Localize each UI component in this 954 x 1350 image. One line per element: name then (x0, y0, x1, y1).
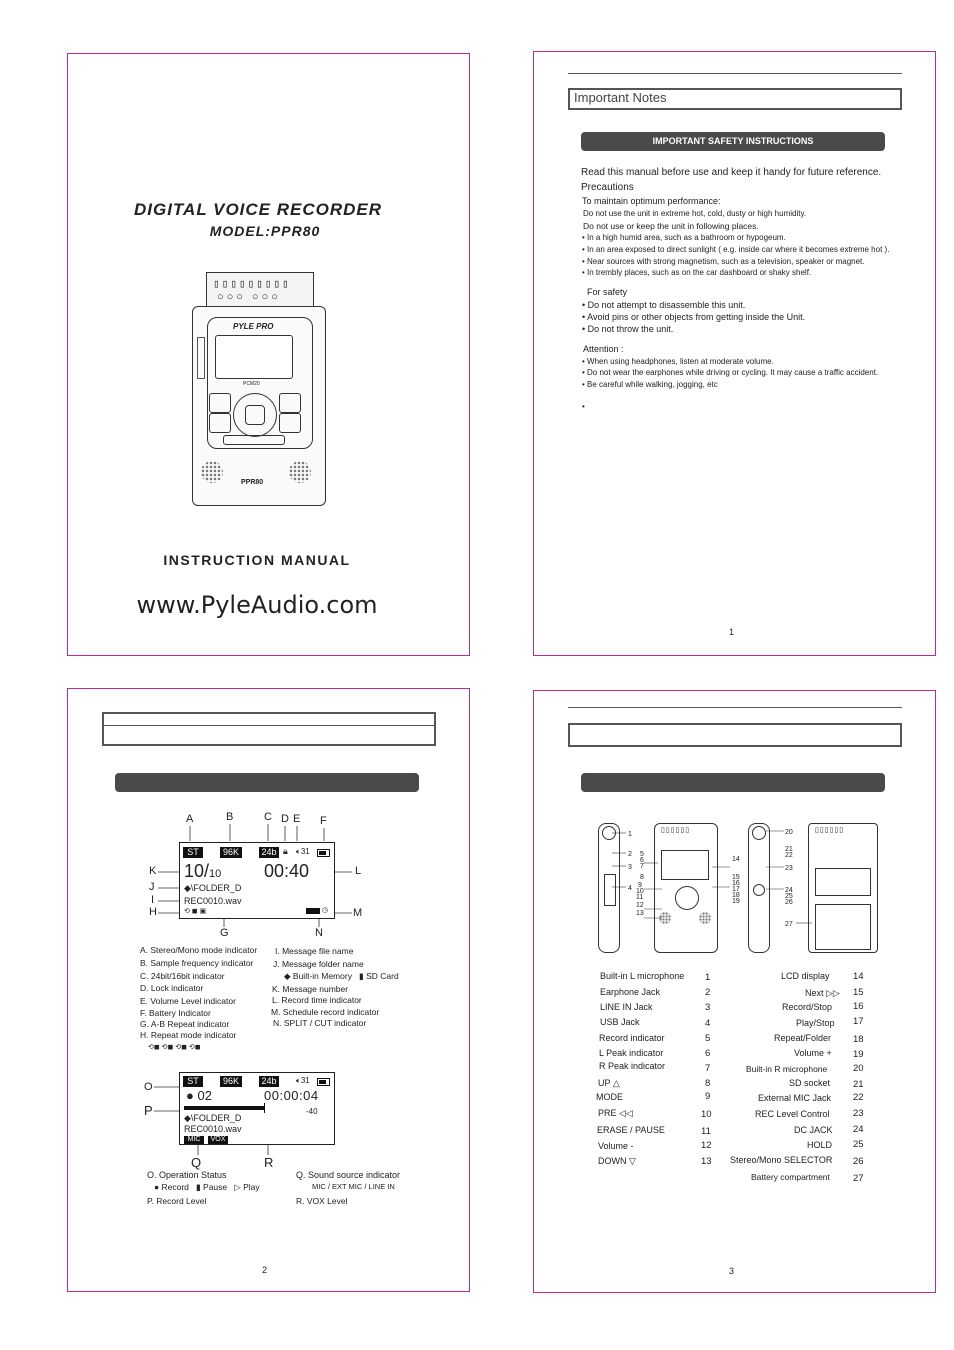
callout-a: A (186, 813, 194, 825)
message-number: 10/ (184, 861, 210, 881)
parts-panel (533, 690, 936, 1293)
vox-indicator: VOX (208, 1136, 228, 1144)
part-14-name: LCD display (781, 971, 830, 981)
device-screen (215, 335, 293, 379)
header-box (568, 723, 902, 747)
part-23-name: REC Level Control (755, 1109, 830, 1119)
legend-q-sub: MIC / EXT MIC / LINE IN (312, 1182, 395, 1191)
display-panel: A B C D E F K J I H L M G N ST 96K 24b 🔒︎ 🔈︎31 10/10 00:40 ◆\FOLDER_D REC0010.wav ⟲ ◼ ▣ ◷ A. Stereo/Mono mode indicator B. Sample frequency indicator C. 24bit/16bit indicator D. Lock indicator E. Volume Level indicator F. Battery Indicator G. A-B Repeat indicator H. Repeat mode indicator ⟲◼ ⟲◼ ⟲◼ ⟲◼ I. Message file name J. Message folder name ◆ Built-in Memory ▮ SD Card K. Message number L. Record time indicator M. Schedule record indicator N. SPLIT / CUT indicator O P Q R ST 96K 24b 🔈︎31 ● 02 00:00:04 -40 ◆\FOLDER_D REC0010.wav MIC VOX O. Operation Status ● Record ▮ Pause ▷ Play P. Record Level Q. Sound source indicator MIC / EXT MIC / LINE IN R. VOX Level 2 (67, 688, 470, 1292)
part-18-name: Repeat/Folder (774, 1033, 832, 1043)
part-26-num: 26 (853, 1156, 864, 1167)
device-front: ▯▯▯▯▯▯ (654, 823, 718, 953)
callout-k: K (149, 865, 157, 877)
callout-c: C (264, 811, 272, 823)
device-button-e (209, 413, 231, 433)
svg-text:12: 12 (636, 902, 644, 909)
part-10-num: 10 (701, 1109, 712, 1120)
lock-icon: 🔒︎ (283, 846, 288, 856)
part-11-num: 11 (701, 1126, 711, 1137)
notes-panel: Important Notes IMPORTANT SAFETY INSTRUCTIONS Read this manual before use and keep it handy for future reference. Precautions To maintain optimum performance: Do not use the unit in extreme hot, cold, dusty or high humidity. Do not use or keep the unit in following places. • In a high humid area, such as a bathroom or hypogeum. • In an area exposed to direct sunlight ( e.g. inside car where it becomes extreme hot ). • Near sources with strong magnetism, such as a television, speaker or magnet. • In trembly places, such as on the car dashboard or shaky shelf. For safety • Do not attempt to disassemble this unit. • Avoid pins or other objects from getting inside the Unit. • Do not throw the unit. Attention : • When using headphones, listen at moderate volume. • Do not wear the earphones while driving or cycling. It may cause a traffic accident. • Be careful while walking, jogging, etc • 1 (533, 51, 936, 656)
part-13-name: DOWN ▽ (598, 1156, 636, 1166)
sample-rate-indicator: 96K (220, 847, 242, 858)
callout-g: G (220, 927, 229, 939)
part-8-name: UP △ (598, 1078, 620, 1088)
device-center-button (245, 405, 265, 425)
part-13-num: 13 (701, 1156, 712, 1167)
safety-2: Avoid pins or other objects from getting inside the Unit. (587, 312, 806, 322)
legend-j: J. Message folder name (273, 959, 364, 969)
part-23-num: 23 (853, 1108, 864, 1119)
lcd-display-2: ST 96K 24b 🔈︎31 ● 02 00:00:04 -40 ◆\FOLDER_D REC0010.wav MIC VOX (179, 1072, 335, 1145)
precaution-2: Do not use or keep the unit in following places. (583, 221, 759, 231)
legend-o-pause: Pause (203, 1182, 228, 1192)
legend-b: B. Sample frequency indicator (140, 958, 254, 968)
legend-d: D. Lock indicator (140, 983, 204, 993)
folder-name-2: \FOLDER_D (190, 1113, 242, 1123)
callout-m: M (353, 907, 363, 919)
precaution-3: In a high humid area, such as a bathroom or hypogeum. (587, 233, 786, 242)
schedule-icon: ◷ (322, 907, 329, 914)
part-15-num: 15 (853, 987, 864, 998)
svg-text:11: 11 (636, 894, 644, 901)
part-17-name: Play/Stop (796, 1018, 835, 1028)
device-button-ab (279, 413, 301, 433)
part-19-name: Volume + (794, 1048, 832, 1058)
legend-m: M. Schedule record indicator (271, 1007, 380, 1017)
part-3-name: LINE IN Jack (600, 1002, 653, 1012)
part-25-num: 25 (853, 1139, 864, 1150)
folder-name: \FOLDER_D (190, 883, 242, 893)
part-8-num: 8 (705, 1078, 711, 1089)
device-back: ▯▯▯▯▯▯ (808, 823, 878, 953)
svg-text:5: 5 (640, 851, 644, 858)
device-model-label: PPR80 (241, 479, 264, 486)
split-indicator (306, 908, 320, 914)
callout-j: J (149, 881, 155, 893)
part-4-name: USB Jack (600, 1017, 640, 1027)
callout-l: L (355, 865, 362, 877)
part-22-num: 22 (853, 1092, 864, 1103)
svg-text:14: 14 (732, 856, 740, 863)
part-3-num: 3 (705, 1002, 711, 1013)
legend-c: C. 24bit/16bit indicator (140, 971, 225, 981)
svg-text:26: 26 (785, 899, 793, 906)
attention-3: Be careful while walking, jogging, etc (587, 380, 718, 389)
svg-text:27: 27 (785, 921, 793, 928)
svg-text:1: 1 (628, 831, 632, 838)
part-4-num: 4 (705, 1018, 711, 1029)
part-11-name: ERASE / PAUSE (597, 1125, 665, 1135)
bit-depth-indicator: 24b (259, 847, 279, 858)
part-9-num: 9 (705, 1091, 711, 1102)
callout-p: P (144, 1103, 153, 1118)
volume-level: 31 (300, 847, 310, 856)
file-name: REC0010.wav (184, 896, 242, 906)
svg-text:10: 10 (636, 888, 644, 895)
part-6-num: 6 (705, 1048, 711, 1059)
svg-text:3: 3 (628, 864, 632, 871)
safety-heading: For safety (587, 287, 628, 297)
part-26-name: Stereo/Mono SELECTOR (730, 1155, 833, 1165)
legend-q: Q. Sound source indicator (296, 1170, 401, 1180)
battery-icon-2 (317, 1078, 330, 1086)
part-2-num: 2 (705, 987, 711, 998)
legend-a: A. Stereo/Mono mode indicator (140, 945, 258, 955)
device-body (192, 306, 326, 506)
sample-rate-indicator-2: 96K (220, 1076, 242, 1087)
callout-h: H (149, 906, 157, 918)
stereo-indicator: ST (183, 847, 203, 858)
speaker-right-icon (289, 461, 311, 483)
svg-text:22: 22 (785, 852, 793, 859)
device-button-rec (279, 393, 301, 413)
part-21-num: 21 (853, 1079, 864, 1090)
part-1-num: 1 (705, 972, 711, 983)
parts-banner (581, 773, 885, 792)
cover-title: DIGITAL VOICE RECORDER (133, 200, 383, 219)
legend-n: N. SPLIT / CUT indicator (273, 1018, 367, 1028)
website: www.PyleAudio.com (136, 591, 378, 619)
stereo-indicator-2: ST (183, 1076, 203, 1087)
callout-q: Q (191, 1155, 202, 1170)
svg-text:9: 9 (638, 882, 642, 889)
part-20-name: Built-in R microphone (746, 1064, 828, 1074)
device-brand: PYLE PRO (233, 322, 274, 331)
header-rule (568, 707, 902, 708)
notes-header: Important Notes (574, 90, 667, 105)
mic-indicator: MIC (184, 1136, 204, 1144)
part-27-name: Battery compartment (751, 1172, 830, 1182)
svg-text:6: 6 (640, 857, 644, 864)
precaution-5: Near sources with strong magnetism, such as a television, speaker or magnet. (587, 257, 865, 266)
part-25-name: HOLD (807, 1140, 833, 1150)
vox-level-marker (264, 1103, 265, 1113)
part-16-name: Record/Stop (782, 1002, 833, 1012)
parts-callouts (534, 821, 937, 961)
device-volume-bar (223, 435, 285, 445)
svg-text:8: 8 (640, 874, 644, 881)
legend-l: L. Record time indicator (272, 995, 362, 1005)
svg-text:15: 15 (732, 874, 740, 881)
message-number-2: 02 (197, 1088, 212, 1103)
precautions-heading: Precautions (581, 182, 634, 193)
legend-r: R. VOX Level (296, 1196, 348, 1206)
legend-o-play: Play (243, 1182, 260, 1192)
legend-i: I. Message file name (275, 946, 354, 956)
cover-panel (67, 53, 470, 656)
part-19-num: 19 (853, 1049, 864, 1060)
svg-text:16: 16 (732, 880, 740, 887)
svg-text:20: 20 (785, 829, 793, 836)
part-9-name: MODE (596, 1092, 623, 1102)
legend-g: G. A-B Repeat indicator (140, 1019, 230, 1029)
page-number-2: 2 (262, 1265, 268, 1275)
callout-b: B (226, 811, 234, 823)
message-total: 10 (209, 868, 222, 880)
callout-o: O (144, 1081, 153, 1093)
part-1-name: Built-in L microphone (600, 971, 685, 981)
part-27-num: 27 (853, 1173, 864, 1184)
cover-model: MODEL:PPR80 (209, 223, 321, 239)
part-7-num: 7 (705, 1063, 711, 1074)
legend-f: F. Battery Indicator (140, 1008, 211, 1018)
battery-icon (317, 849, 330, 857)
svg-text:25: 25 (785, 893, 793, 900)
legend-h: H. Repeat mode indicator (140, 1030, 237, 1040)
part-17-num: 17 (853, 1016, 864, 1027)
speaker-left-icon (201, 461, 223, 483)
part-12-num: 12 (701, 1140, 712, 1151)
bit-depth-indicator-2: 24b (259, 1076, 279, 1087)
callout-r: R (264, 1155, 274, 1170)
part-10-name: PRE ◁◁ (598, 1108, 633, 1118)
part-2-name: Earphone Jack (600, 987, 661, 997)
precaution-4: In an area exposed to direct sunlight ( e.g. inside car where it becomes extreme hot ). (587, 245, 890, 254)
record-level-bar (184, 1106, 264, 1110)
vox-level-value: -40 (306, 1107, 318, 1116)
callout-e: E (293, 813, 301, 825)
legend-p: P. Record Level (147, 1196, 207, 1206)
repeat-icons: ⟲ ◼ ▣ (184, 908, 207, 915)
svg-text:7: 7 (640, 863, 644, 870)
safety-1: Do not attempt to disassemble this unit. (587, 300, 746, 310)
svg-text:18: 18 (732, 892, 740, 899)
part-20-num: 20 (853, 1063, 864, 1074)
svg-text:2: 2 (628, 851, 632, 858)
svg-text:21: 21 (785, 846, 793, 853)
callout-i: I (151, 894, 155, 906)
page-number-1: 1 (729, 627, 735, 637)
part-24-name: DC JACK (794, 1125, 833, 1135)
attention-2: Do not wear the earphones while driving or cycling. It may cause a traffic accident. (587, 368, 879, 377)
file-name-2: REC0010.wav (184, 1124, 242, 1134)
maintain-text: To maintain optimum performance: (582, 196, 721, 206)
repeat-mode-icons: ⟲◼ ⟲◼ ⟲◼ ⟲◼ (148, 1044, 201, 1051)
part-14-num: 14 (853, 971, 864, 982)
device-top-cap: ▯▯▯▯▯▯▯▯▯ ○○○ ○○○ (206, 272, 314, 309)
part-7-name: R Peak indicator (599, 1061, 666, 1071)
precaution-6: In trembly places, such as on the car dashboard or shaky shelf. (587, 268, 812, 277)
memory-icon: ◆ (184, 883, 191, 893)
svg-text:13: 13 (636, 910, 644, 917)
device-illustration (188, 272, 330, 512)
callout-n: N (315, 927, 323, 939)
part-16-num: 16 (853, 1001, 864, 1012)
legend-o-record: Record (161, 1182, 189, 1192)
part-6-name: L Peak indicator (599, 1048, 664, 1058)
page-number-3: 3 (729, 1266, 735, 1276)
callout-f: F (320, 815, 327, 827)
part-15-name: Next ▷▷ (805, 988, 840, 998)
svg-text:17: 17 (732, 886, 740, 893)
part-12-name: Volume - (598, 1141, 634, 1151)
part-5-num: 5 (705, 1033, 711, 1044)
attention-heading: Attention : (583, 344, 624, 354)
legend-k: K. Message number (272, 984, 349, 994)
legend-sd-card: SD Card (366, 971, 399, 981)
legend-o: O. Operation Status (147, 1170, 227, 1180)
record-time: 00:40 (264, 861, 310, 881)
device-button-m (209, 393, 231, 413)
volume-level-2: 31 (300, 1076, 310, 1085)
instruction-manual-label: INSTRUCTION MANUAL (163, 552, 351, 568)
precaution-1: Do not use the unit in extreme hot, cold, dusty or high humidity. (583, 209, 807, 218)
record-time-2: 00:00:04 (264, 1088, 319, 1103)
part-22-name: External MIC Jack (758, 1093, 832, 1103)
part-5-name: Record indicator (599, 1033, 665, 1043)
part-24-num: 24 (853, 1124, 864, 1135)
svg-text:19: 19 (732, 898, 740, 905)
safety-banner: IMPORTANT SAFETY INSTRUCTIONS (581, 132, 885, 151)
header-rule (568, 73, 902, 74)
part-18-num: 18 (853, 1034, 864, 1045)
callout-d: D (281, 813, 289, 825)
part-21-name: SD socket (789, 1078, 831, 1088)
legend-e: E. Volume Level indicator (140, 996, 236, 1006)
device-small-model: PCM20 (243, 381, 260, 387)
svg-text:24: 24 (785, 887, 793, 894)
svg-text:23: 23 (785, 865, 793, 872)
lcd-display-1: ST 96K 24b 🔒︎ 🔈︎31 10/10 00:40 ◆\FOLDER_D REC0010.wav ⟲ ◼ ▣ ◷ (179, 842, 335, 919)
notes-intro: Read this manual before use and keep it handy for future reference. (581, 167, 882, 178)
attention-1: When using headphones, listen at moderate volume. (587, 357, 774, 366)
legend-builtin-memory: Built-in Memory (292, 971, 352, 981)
safety-3: Do not throw the unit. (587, 324, 674, 334)
svg-text:4: 4 (628, 885, 632, 892)
